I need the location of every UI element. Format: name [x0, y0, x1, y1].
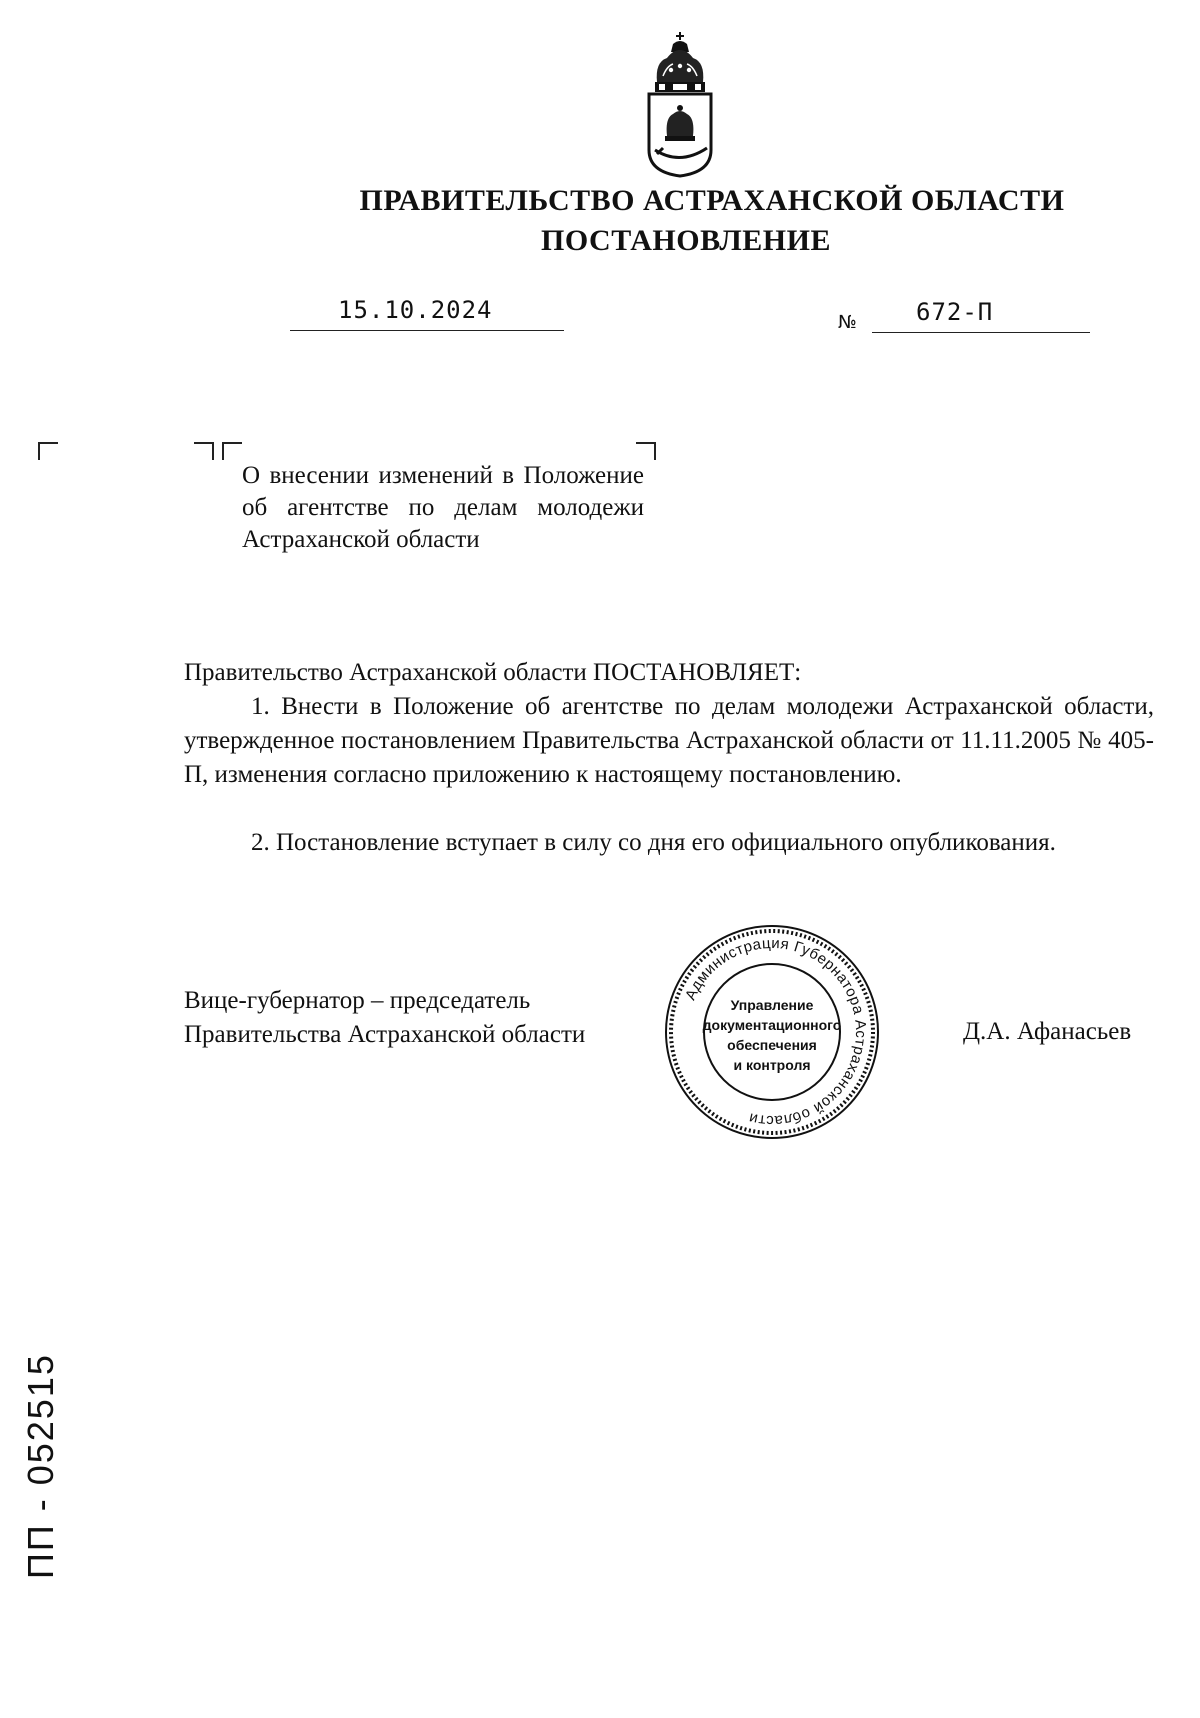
number-underline: [872, 332, 1090, 333]
subject-corner-mark-tr: [636, 442, 656, 460]
resolution-item-2: 2. Постановление вступает в силу со дня его официального опубликования.: [251, 829, 1056, 856]
stamp-center-line-2: документационного: [702, 1017, 842, 1033]
resolution-intro: Правительство Астраханской области ПОСТАНОВЛЯЕТ:: [184, 659, 802, 686]
signatory-title-line-1: Вице-губернатор – председатель: [184, 987, 531, 1014]
date-underline: [290, 330, 564, 331]
stamp-center-line-1: Управление: [730, 997, 814, 1013]
stamp-ring-text: Администрация Губернатора Астраханской области: [681, 934, 870, 1130]
signatory-title: [184, 984, 585, 1052]
document-number: 672-П: [916, 298, 994, 326]
document-type-title: ПОСТАНОВЛЕНИЕ: [541, 224, 831, 257]
coat-of-arms-icon: [643, 32, 717, 178]
subject-corner-mark-tl: [222, 442, 242, 460]
signatory-title-line-2: Правительства Астраханской области: [184, 1021, 586, 1048]
resolution-item-1: 1. Внести в Положение об агентстве по делам молодежи Астраханской области, утвержденное постановлением Правительства Астраханской области от 11.11.2005 № 405-П, изменения согласно приложению к настоящему постановлению.: [184, 693, 1154, 788]
form-serial-number: ПП - 052515: [20, 1353, 61, 1579]
number-sign: №: [838, 312, 857, 333]
official-stamp: [662, 922, 882, 1142]
stamp-center-line-3: обеспечения: [727, 1037, 817, 1053]
organization-title: ПРАВИТЕЛЬСТВО АСТРАХАНСКОЙ ОБЛАСТИ: [359, 184, 1065, 217]
signatory-name: Д.А. Афанасьев: [963, 1018, 1132, 1045]
document-date: 15.10.2024: [338, 296, 493, 324]
subject-corner-mark-tr-left: [194, 442, 214, 460]
stamp-center-line-4: и контроля: [733, 1057, 811, 1073]
left-margin-corner-mark: [38, 442, 58, 460]
document-subject: О внесении изменений в Положение об агентстве по делам молодежи Астраханской области: [242, 462, 644, 553]
